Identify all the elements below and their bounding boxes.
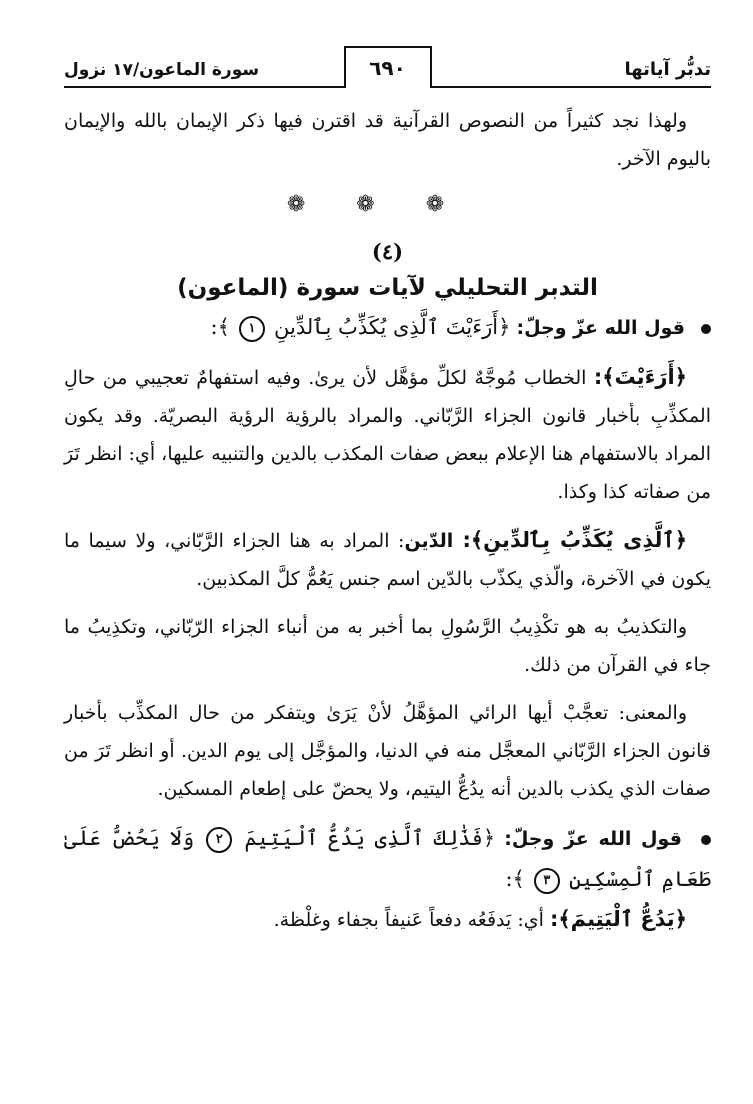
commentary-paragraph <box>64 900 711 939</box>
commentary-paragraph <box>64 358 711 511</box>
verse-close: ﴾: <box>505 867 525 891</box>
quoted-verse: ﴿أَرَءَيْتَ﴾: <box>593 365 687 389</box>
quoted-verse: ﴿ٱلَّذِى يُكَذِّبُ بِٱلدِّينِ﴾: <box>462 528 687 552</box>
intro-paragraph: ولهذا نجد كثيراً من النصوص القرآنية قد اقترن فيها ذكر الإيمان بالله والإيمان باليوم الآخر. <box>64 110 711 170</box>
commentary-text: الخطاب مُوجَّهٌ لكلِّ مؤهَّل لأن يرىٰ. وفيه استفهامٌ تعجيبي من حالِ المكذِّبِ بأخبار قانون الجزاء الرَّبّاني. والمراد بالرؤية الرؤية البصريّة. وقد يكون المراد بالاستفهام هنا الإعلام ببعض صفات المكذب بالدين والتنبيه عليها، أي: انظر تَرَ من صفاته كذا وكذا. <box>64 367 711 503</box>
chapter-title: سورة الماعون/١٧ نزول <box>64 60 260 80</box>
commentary-paragraph: والتكذيبُ به هو تكْذِيبُ الرَّسُولِ بما أخبر به من أنباء الجزاء الرّبّاني، وتكذِيبُ ما جاء في القرآن من ذلك. <box>64 616 711 676</box>
verse-text: ﴿أَرَءَيْتَ ٱلَّذِى يُكَذِّبُ بِٱلدِّينِ <box>273 315 511 339</box>
book-title: تدبُّر آياتها <box>624 59 711 80</box>
bullet-icon <box>701 324 711 334</box>
verse-heading-2 <box>64 818 711 900</box>
commentary-text: أي: يَدفَعُه دفعاً عَنيفاً بجفاء وغلْظة. <box>273 909 550 931</box>
page-number: ٦٩٠ <box>344 46 432 88</box>
commentary-paragraph: والمعنى: تعجَّبْ أيها الرائي المؤهَّلُ لأنْ يَرَىٰ ويتفكر من حال المكذِّب بأخبار قانون الجزاء الرَّبّاني المعجَّل منه في الدنيا، والمؤجَّل إلى يوم الدين. أو انظر تَرَ من صفات الذي يكذب بالدين أنه يدُعُّ اليتيم، ولا يحضّ على إطعام المسكين. <box>64 702 711 800</box>
verse-text: ﴿فَذَٰلِكَ ٱلَّذِى يَدُعُّ ٱلْيَتِيمَ <box>244 826 496 850</box>
verse-intro: قول الله عزّ وجلّ: <box>504 828 682 850</box>
ayah-number-icon: ٣ <box>534 868 560 894</box>
ayah-number-icon: ١ <box>239 316 265 342</box>
page-content <box>64 102 711 939</box>
page-header <box>64 40 711 88</box>
verse-close: ﴾: <box>210 315 230 339</box>
commentary-text: : المراد به هنا الجزاء الرَّبّاني، ولا سيما ما يكون في الآخرة، والّذي يكذّب بالدّين اسم جنس يَعُمُّ كلَّ المكذبين. <box>64 530 711 590</box>
section-title: التدبر التحليلي لآيات سورة (الماعون) <box>177 275 598 301</box>
section-separator: ❁ ❁ ❁ <box>286 192 467 217</box>
verse-heading-1 <box>64 307 711 348</box>
book-page <box>64 40 711 1084</box>
quoted-verse: ﴿يَدُعُّ ٱلْيَتِيمَ﴾: <box>549 907 687 931</box>
section-number: (٤) <box>371 239 404 264</box>
ayah-number-icon: ٢ <box>206 827 232 853</box>
defined-term: الدّين <box>404 530 463 552</box>
bullet-icon <box>701 835 711 845</box>
commentary-paragraph <box>64 521 711 598</box>
verse-text: وَلَا يَحُضُّ عَلَىٰ طَعَامِ ٱلْمِسْكِينِ <box>64 826 711 891</box>
verse-intro: قول الله عزّ وجلّ: <box>516 317 685 339</box>
